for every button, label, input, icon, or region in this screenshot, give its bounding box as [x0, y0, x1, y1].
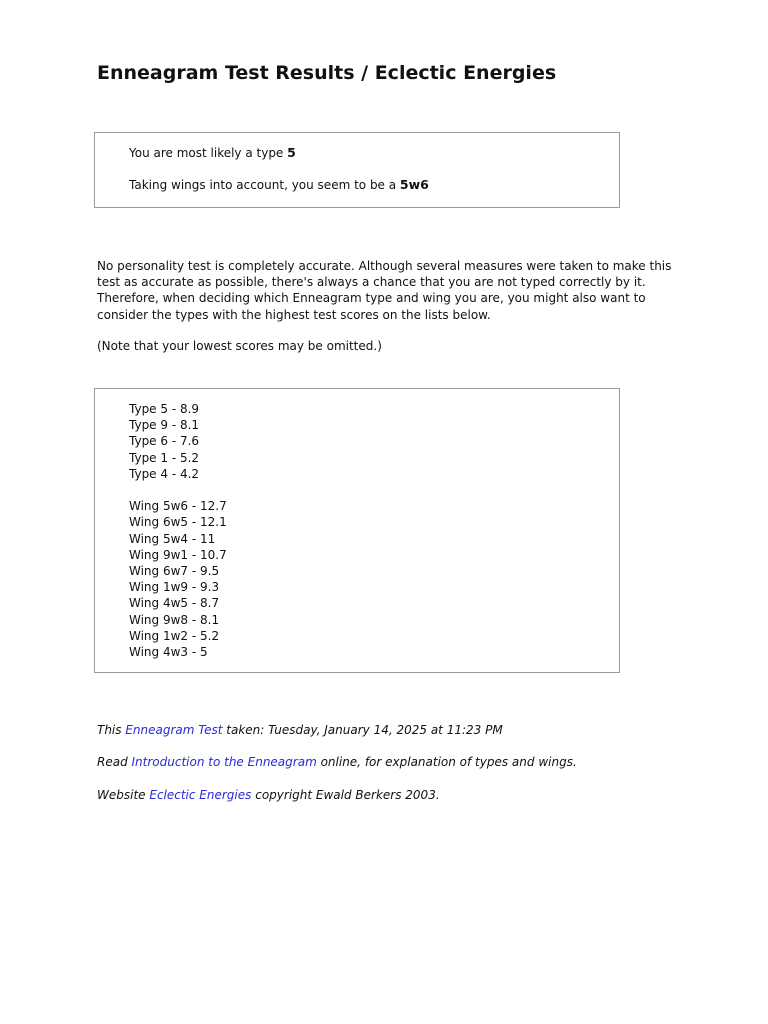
- wing-score-list: [129, 498, 619, 660]
- page-title: Enneagram Test Results / Eclectic Energies: [97, 62, 557, 84]
- wing-result-value: 5w6: [399, 177, 429, 193]
- type-score-list: [129, 401, 619, 482]
- copyright-line: [97, 788, 440, 802]
- test-taken-prefix: This: [97, 723, 126, 737]
- wing-score-item: Wing 9w8 - 8.1: [129, 612, 220, 627]
- wing-result-label: Taking wings into account, you seem to be a: [129, 178, 400, 193]
- type-score-item: Type 5 - 8.9: [129, 402, 200, 416]
- eclectic-energies-link[interactable]: Eclectic Energies: [149, 788, 252, 802]
- wing-result: [129, 177, 619, 193]
- wing-score-item: Wing 6w7 - 9.5: [129, 564, 220, 579]
- test-taken-line: [97, 723, 503, 737]
- type-result: [129, 145, 619, 161]
- type-result-value: 5: [287, 145, 296, 160]
- wing-score-item: Wing 5w6 - 12.7: [129, 499, 227, 514]
- type-score-item: Type 6 - 7.6: [129, 434, 200, 449]
- wing-score-item: Wing 6w5 - 12.1: [129, 515, 227, 530]
- website-prefix: Website: [97, 788, 150, 802]
- read-prefix: Read: [97, 755, 132, 769]
- type-result-label: You are most likely a type: [129, 146, 288, 160]
- accuracy-disclaimer: No personality test is completely accurate. Although several measures were taken to make this test as accurate as possible, there's always a chance that you are not typed correctly by it. Therefore, when deciding which Enneagram type and wing you are, you might also want to consider the types with the highest test scores on the lists below.: [97, 259, 672, 322]
- wing-score-item: Wing 4w5 - 8.7: [129, 596, 220, 611]
- enneagram-test-link[interactable]: Enneagram Test: [125, 723, 223, 737]
- wing-score-item: Wing 1w2 - 5.2: [129, 628, 220, 643]
- wing-score-item: Wing 4w3 - 5: [129, 645, 208, 660]
- copyright-text: copyright Ewald Berkers 2003.: [251, 788, 440, 802]
- type-score-item: Type 1 - 5.2: [129, 450, 200, 465]
- wing-score-item: Wing 1w9 - 9.3: [129, 580, 220, 595]
- scores-box: [94, 388, 620, 673]
- type-score-item: Type 9 - 8.1: [129, 418, 200, 433]
- type-score-item: Type 4 - 4.2: [129, 466, 200, 481]
- read-suffix: online, for explanation of types and wings.: [316, 755, 577, 769]
- result-box: [94, 132, 620, 208]
- read-intro-line: [97, 755, 577, 769]
- wing-score-item: Wing 9w1 - 10.7: [129, 547, 227, 562]
- introduction-link[interactable]: Introduction to the Enneagram: [131, 755, 317, 769]
- test-taken-date: taken: Tuesday, January 14, 2025 at 11:23 PM: [222, 723, 503, 737]
- omission-note: (Note that your lowest scores may be omitted.): [97, 339, 382, 353]
- wing-score-item: Wing 5w4 - 11: [129, 531, 216, 546]
